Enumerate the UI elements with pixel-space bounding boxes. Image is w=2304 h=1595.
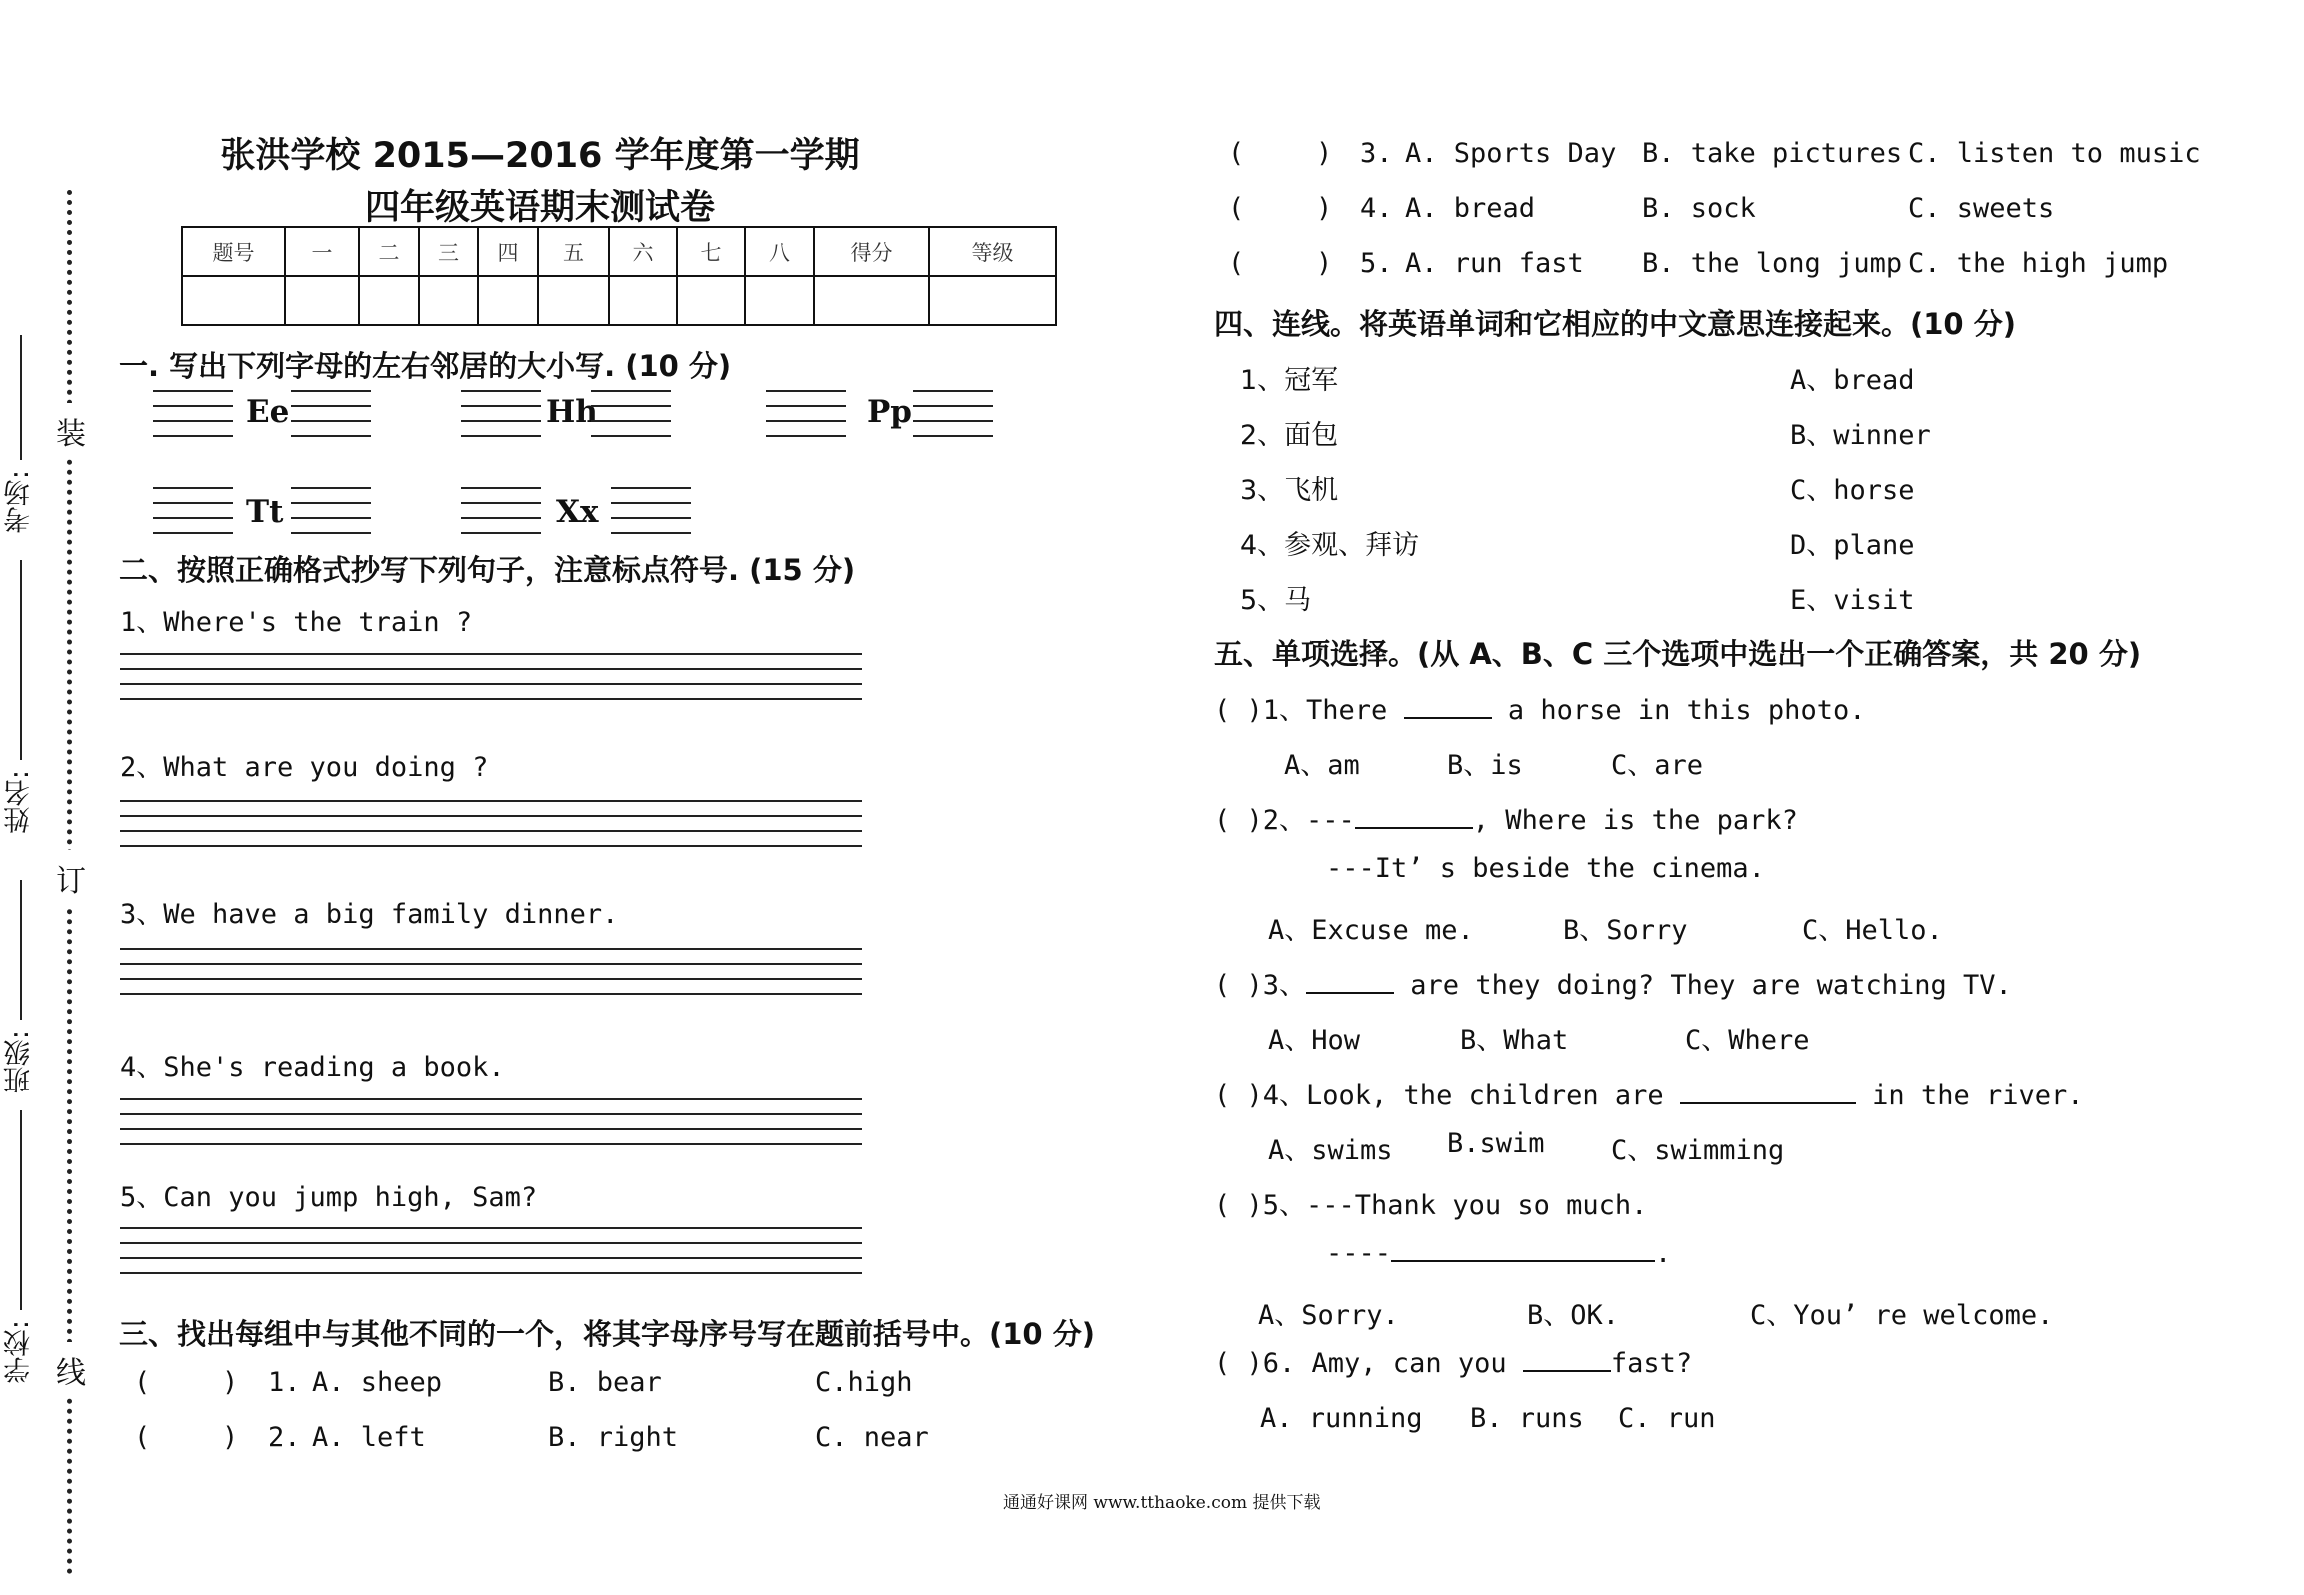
score-header-cell: 得分 — [814, 227, 929, 276]
mc-option[interactable]: C、are — [1611, 750, 1704, 781]
mc-question-text: ( )3、 — [1214, 970, 1307, 1001]
q3-item-number: 3. — [1360, 138, 1393, 169]
q3-item-number: 5. — [1360, 248, 1393, 279]
q3-item-number: 4. — [1360, 193, 1393, 224]
score-header-cell: 一 — [285, 227, 359, 276]
mc-question-text: ---- — [1326, 1238, 1392, 1269]
letter-writing-lines[interactable] — [153, 487, 233, 537]
school-blank — [20, 1110, 22, 1310]
q3-option-a: A. run fast — [1405, 248, 1584, 279]
mc-question-text: ( )1、There — [1214, 695, 1388, 726]
q3-answer-paren-open[interactable]: ( — [1228, 138, 1245, 169]
match-right-item[interactable]: D、plane — [1790, 530, 1915, 561]
q3-option-b: B. take pictures — [1642, 138, 1903, 169]
mc-question-2 — [1214, 798, 1798, 837]
letter-writing-lines[interactable] — [611, 487, 691, 537]
copy-lines-1[interactable] — [120, 653, 862, 703]
mc-option[interactable]: B、is — [1447, 750, 1523, 781]
letter-tt: Tt — [246, 494, 284, 530]
mc-question-text: ( )4、Look, the children are — [1214, 1080, 1664, 1111]
mc-option[interactable]: C. run — [1618, 1403, 1716, 1434]
q3-answer-paren-close: ) — [222, 1422, 239, 1453]
match-left-item[interactable]: 4、参观、拜访 — [1240, 530, 1420, 561]
score-entry-cell[interactable] — [419, 276, 478, 325]
mc-question-6 — [1214, 1348, 1692, 1379]
score-table-entry-row — [182, 276, 1056, 325]
q3-option-b: B. right — [548, 1422, 679, 1453]
answer-blank[interactable] — [1680, 1102, 1856, 1104]
section2-heading: 二、按照正确格式抄写下列句子，注意标点符号. (15 分) — [119, 553, 856, 587]
q3-option-a: A. left — [312, 1422, 426, 1453]
letter-writing-lines[interactable] — [153, 390, 233, 440]
score-entry-cell[interactable] — [814, 276, 929, 325]
mc-option[interactable]: A、How — [1268, 1025, 1361, 1056]
score-header-cell: 五 — [538, 227, 609, 276]
copy-lines-4[interactable] — [120, 1098, 862, 1148]
mc-question-5-line2 — [1326, 1238, 1671, 1269]
answer-blank[interactable] — [1404, 717, 1492, 719]
name-label: 姓名: — [4, 770, 35, 834]
q3-answer-paren-open[interactable]: ( — [1228, 193, 1245, 224]
score-entry-cell[interactable] — [677, 276, 745, 325]
score-table-header-row — [182, 227, 1056, 276]
class-label: 班级: — [4, 1030, 35, 1094]
letter-writing-lines[interactable] — [591, 390, 671, 440]
mc-option[interactable]: C、swimming — [1611, 1135, 1785, 1166]
score-entry-cell[interactable] — [359, 276, 419, 325]
q3-answer-paren-close: ) — [1316, 138, 1333, 169]
name-blank — [20, 560, 22, 760]
letter-writing-lines[interactable] — [291, 487, 371, 537]
q3-option-c: C. near — [815, 1422, 929, 1453]
copy-sentence-1: 1、Where's the train ? — [120, 607, 473, 638]
score-header-cell: 四 — [478, 227, 538, 276]
mc-option[interactable]: B、OK. — [1527, 1300, 1620, 1331]
mc-question-text: a horse in this photo. — [1507, 695, 1866, 726]
mc-question-text: ( )6. Amy, can you — [1214, 1348, 1507, 1379]
footer-credit: 通通好课网 www.tthaoke.com 提供下载 — [1003, 1493, 1321, 1513]
answer-blank[interactable] — [1523, 1370, 1611, 1372]
score-entry-cell[interactable] — [538, 276, 609, 325]
mc-question-text: . — [1655, 1238, 1672, 1269]
page-title: 张洪学校 2015—2016 学年度第一学期 — [220, 136, 860, 176]
q3-option-a: A. bread — [1405, 193, 1536, 224]
copy-sentence-5: 5、Can you jump high, Sam? — [120, 1182, 538, 1213]
mc-option[interactable]: A、swims — [1268, 1135, 1393, 1166]
section3-heading: 三、找出每组中与其他不同的一个，将其字母序号写在题前括号中。(10 分) — [119, 1317, 1095, 1351]
mc-option[interactable]: C、You’ re welcome. — [1750, 1300, 2054, 1331]
letter-writing-lines[interactable] — [291, 390, 371, 440]
letter-xx: Xx — [556, 494, 599, 530]
section4-heading: 四、连线。将英语单词和它相应的中文意思连接起来。(10 分) — [1214, 307, 2016, 341]
q3-option-b: B. sock — [1642, 193, 1756, 224]
mc-question-text: fast? — [1610, 1348, 1693, 1379]
answer-blank[interactable] — [1391, 1260, 1655, 1262]
q3-answer-paren-open[interactable]: ( — [134, 1422, 151, 1453]
score-entry-cell[interactable] — [478, 276, 538, 325]
letter-writing-lines[interactable] — [461, 390, 541, 440]
score-entry-cell[interactable] — [929, 276, 1056, 325]
score-header-cell: 七 — [677, 227, 745, 276]
q3-answer-paren-close: ) — [1316, 248, 1333, 279]
copy-lines-2[interactable] — [120, 800, 862, 850]
score-entry-cell[interactable] — [285, 276, 359, 325]
letter-writing-lines[interactable] — [461, 487, 541, 537]
mc-question-text: , Where is the park? — [1472, 805, 1798, 836]
match-left-item[interactable]: 2、面包 — [1240, 420, 1339, 451]
letter-hh: Hh — [546, 394, 598, 430]
match-left-item[interactable]: 5、马 — [1240, 585, 1312, 616]
mc-option[interactable]: B、Sorry — [1563, 915, 1688, 946]
answer-blank[interactable] — [1306, 992, 1394, 994]
q3-option-c: C. listen to music — [1908, 138, 2201, 169]
letter-ee: Ee — [246, 394, 290, 430]
letter-pp: Pp — [867, 394, 912, 430]
section5-heading: 五、单项选择。(从 A、B、C 三个选项中选出一个正确答案，共 20 分) — [1214, 637, 2142, 671]
school-label: 学校: — [4, 1320, 35, 1384]
mc-option[interactable]: A. running — [1260, 1403, 1423, 1434]
q3-item-number: 1. — [268, 1367, 301, 1398]
mc-option[interactable]: B. runs — [1470, 1403, 1584, 1434]
score-table — [181, 226, 1057, 326]
q3-answer-paren-open[interactable]: ( — [1228, 248, 1245, 279]
mc-question-4 — [1214, 1073, 2084, 1112]
match-left-item[interactable]: 3、飞机 — [1240, 475, 1339, 506]
class-blank — [20, 880, 22, 1020]
q3-option-a: A. sheep — [312, 1367, 443, 1398]
mc-option[interactable]: C、Hello. — [1802, 915, 1943, 946]
score-header-cell: 二 — [359, 227, 419, 276]
q3-answer-paren-open[interactable]: ( — [134, 1367, 151, 1398]
page-subtitle: 四年级英语期末测试卷 — [364, 188, 715, 228]
mc-question-5: ( )5、---Thank you so much. — [1214, 1190, 1648, 1221]
q3-option-c: C. sweets — [1908, 193, 2055, 224]
mc-option[interactable]: B.swim — [1447, 1128, 1545, 1159]
q3-option-c: C.high — [815, 1367, 913, 1398]
mc-question-3 — [1214, 963, 2012, 1002]
mc-question-text: in the river. — [1872, 1080, 2084, 1111]
q3-option-a: A. Sports Day — [1405, 138, 1617, 169]
score-header-cell: 题号 — [182, 227, 285, 276]
letter-writing-lines[interactable] — [913, 390, 993, 440]
q3-item-number: 2. — [268, 1422, 301, 1453]
q3-answer-paren-close: ) — [222, 1367, 239, 1398]
exam-room-blank — [20, 335, 22, 460]
binding-char-ding: 订 — [56, 850, 86, 906]
score-entry-cell[interactable] — [745, 276, 814, 325]
match-right-item[interactable]: A、bread — [1790, 365, 1915, 396]
q3-answer-paren-close: ) — [1316, 193, 1333, 224]
copy-sentence-3: 3、We have a big family dinner. — [120, 899, 619, 930]
copy-lines-5[interactable] — [120, 1227, 862, 1277]
q3-option-b: B. bear — [548, 1367, 662, 1398]
score-header-cell: 等级 — [929, 227, 1056, 276]
mc-option[interactable]: A、Sorry. — [1258, 1300, 1399, 1331]
section1-heading: 一. 写出下列字母的左右邻居的大小写. (10 分) — [119, 349, 732, 383]
score-header-cell: 六 — [609, 227, 677, 276]
copy-lines-3[interactable] — [120, 948, 862, 998]
copy-sentence-4: 4、She's reading a book. — [120, 1052, 505, 1083]
mc-option[interactable]: C、Where — [1685, 1025, 1810, 1056]
score-entry-cell[interactable] — [182, 276, 285, 325]
binding-char-zhuang: 装 — [56, 403, 86, 459]
q3-option-b: B. the long jump — [1642, 248, 1903, 279]
mc-question-text: ( )2、--- — [1214, 805, 1355, 836]
letter-writing-lines[interactable] — [766, 390, 846, 440]
match-right-item[interactable]: C、horse — [1790, 475, 1915, 506]
score-entry-cell[interactable] — [609, 276, 677, 325]
copy-sentence-2: 2、What are you doing ? — [120, 752, 489, 783]
match-right-item[interactable]: E、visit — [1790, 585, 1915, 616]
mc-question-2-line2: ---It’ s beside the cinema. — [1326, 853, 1765, 884]
exam-room-label: 考场: — [4, 470, 35, 534]
mc-option[interactable]: B、What — [1460, 1025, 1569, 1056]
mc-question-1 — [1214, 688, 1865, 727]
mc-question-text: are they doing? They are watching TV. — [1410, 970, 2012, 1001]
score-header-cell: 三 — [419, 227, 478, 276]
answer-blank[interactable] — [1355, 827, 1473, 829]
binding-char-xian: 线 — [56, 1342, 86, 1398]
match-right-item[interactable]: B、winner — [1790, 420, 1931, 451]
mc-option[interactable]: A、am — [1284, 750, 1360, 781]
score-header-cell: 八 — [745, 227, 814, 276]
mc-option[interactable]: A、Excuse me. — [1268, 915, 1474, 946]
match-left-item[interactable]: 1、冠军 — [1240, 365, 1339, 396]
q3-option-c: C. the high jump — [1908, 248, 2169, 279]
